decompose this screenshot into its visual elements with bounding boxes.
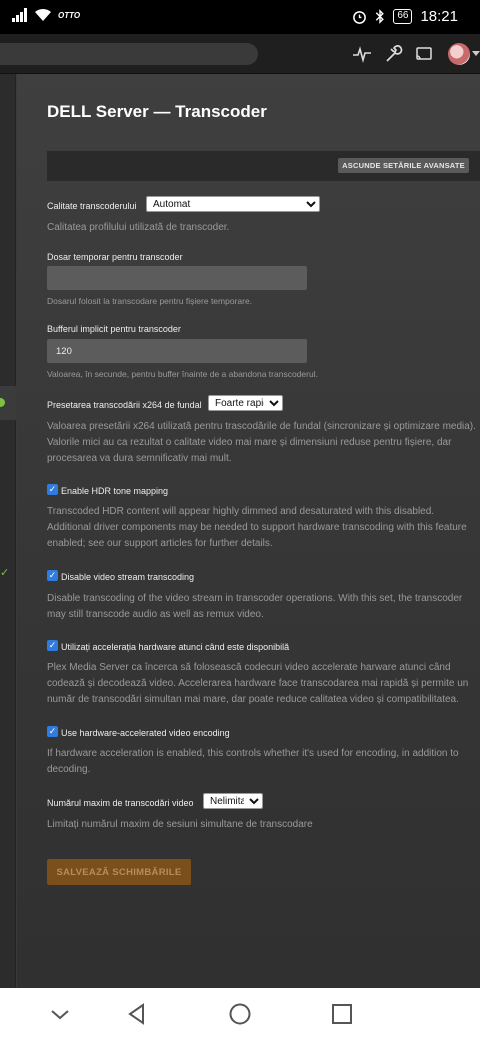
x264-preset-help: Valoarea presetării x264 utilizată pentru trascodările de fundal (sincronizare și optimizare media). Valorile mici au ca rezultat o calitate video mai mare și dimensiuni reduse pentru fișiere, dar procesarea va dura semnificativ mai mult.	[47, 421, 476, 464]
hdr-help: Transcoded HDR content will appear highly dimmed and desaturated with this disabled. Additional driver components may be needed to support hardware transcoding with this feature enabled; see our support articles for further details.	[47, 506, 467, 549]
wrench-icon[interactable]	[383, 44, 403, 64]
back-icon[interactable]	[125, 1002, 149, 1026]
hw-encoding-checkbox[interactable]: ✓	[48, 726, 57, 736]
wifi-icon	[34, 8, 52, 22]
navigation-bar	[0, 988, 480, 1041]
battery-indicator: 66	[393, 9, 412, 24]
max-transcodes-help: Limitați numărul maxim de sesiuni simultane de transcodare	[47, 819, 313, 830]
buffer-help: Valoarea, în secunde, pentru buffer înainte de a abandona transcoderul.	[47, 369, 318, 379]
status-bar	[0, 0, 480, 34]
check-icon: ✓	[0, 567, 10, 579]
buffer-label: Bufferul implicit pentru transcoder	[47, 324, 181, 334]
search-input[interactable]	[0, 43, 258, 65]
quality-help: Calitatea profilului utilizată de transcoder.	[47, 222, 230, 233]
home-icon[interactable]	[228, 1002, 252, 1026]
chevron-down-icon[interactable]	[472, 51, 480, 56]
avatar[interactable]	[448, 43, 470, 65]
quality-label: Calitate transcoderului	[47, 201, 137, 211]
cast-icon[interactable]	[414, 44, 434, 64]
max-transcodes-label: Numărul maxim de transcodări video	[47, 798, 194, 808]
disable-video-label: Disable video stream transcoding	[61, 572, 195, 582]
hide-advanced-button[interactable]: ASCUNDE SETĂRILE AVANSATE	[338, 158, 469, 173]
temp-folder-label: Dosar temporar pentru transcoder	[47, 252, 183, 262]
activity-icon[interactable]	[352, 44, 372, 64]
hdr-label: Enable HDR tone mapping	[61, 486, 169, 496]
save-button[interactable]: SALVEAZĂ SCHIMBĂRILE	[47, 859, 191, 885]
temp-folder-help: Dosarul folosit la transcodare pentru fișiere temporare.	[47, 296, 253, 306]
bluetooth-icon	[375, 9, 385, 24]
signal-icon	[12, 8, 28, 22]
alarm-icon	[352, 9, 367, 24]
temp-folder-input[interactable]	[47, 266, 307, 290]
hdr-checkbox[interactable]: ✓	[48, 484, 57, 494]
x264-preset-select[interactable]	[208, 395, 283, 411]
x264-preset-label: Presetarea transcodării x264 de fundal	[47, 400, 202, 410]
hw-accel-checkbox[interactable]: ✓	[48, 640, 57, 650]
clock: 18:21	[420, 8, 458, 25]
chevron-down-icon[interactable]	[48, 1002, 72, 1026]
buffer-input[interactable]	[47, 339, 307, 363]
carrier-label: OTTO	[58, 10, 81, 20]
top-app-bar	[0, 34, 480, 74]
disable-video-help: Disable transcoding of the video stream in transcoder operations. With this set, the transcoder may still transcode audio as well as remux video.	[47, 593, 463, 620]
max-transcodes-select[interactable]	[203, 793, 263, 809]
hw-accel-label: Utilizați accelerația hardware atunci când este disponibilă	[61, 642, 290, 652]
quality-select[interactable]	[146, 196, 320, 212]
disable-video-checkbox[interactable]: ✓	[48, 570, 57, 580]
hw-encoding-help: If hardware acceleration is enabled, this controls whether it's used for encoding, in addition to decoding.	[47, 748, 459, 775]
recents-icon[interactable]	[330, 1002, 354, 1026]
hw-accel-help: Plex Media Server ca încerca să folosească codecuri video accelerate harware atunci când codează și decodează video. Accelerarea hardware face transcodarea mai rapidă și permite un număr de transcodări simultan mai mare, dar poate reduce calitatea video și compatibilitatea.	[47, 662, 469, 705]
hw-encoding-label: Use hardware-accelerated video encoding	[61, 728, 230, 738]
settings-sidebar	[0, 74, 16, 988]
page-title: DELL Server — Transcoder	[47, 102, 267, 121]
